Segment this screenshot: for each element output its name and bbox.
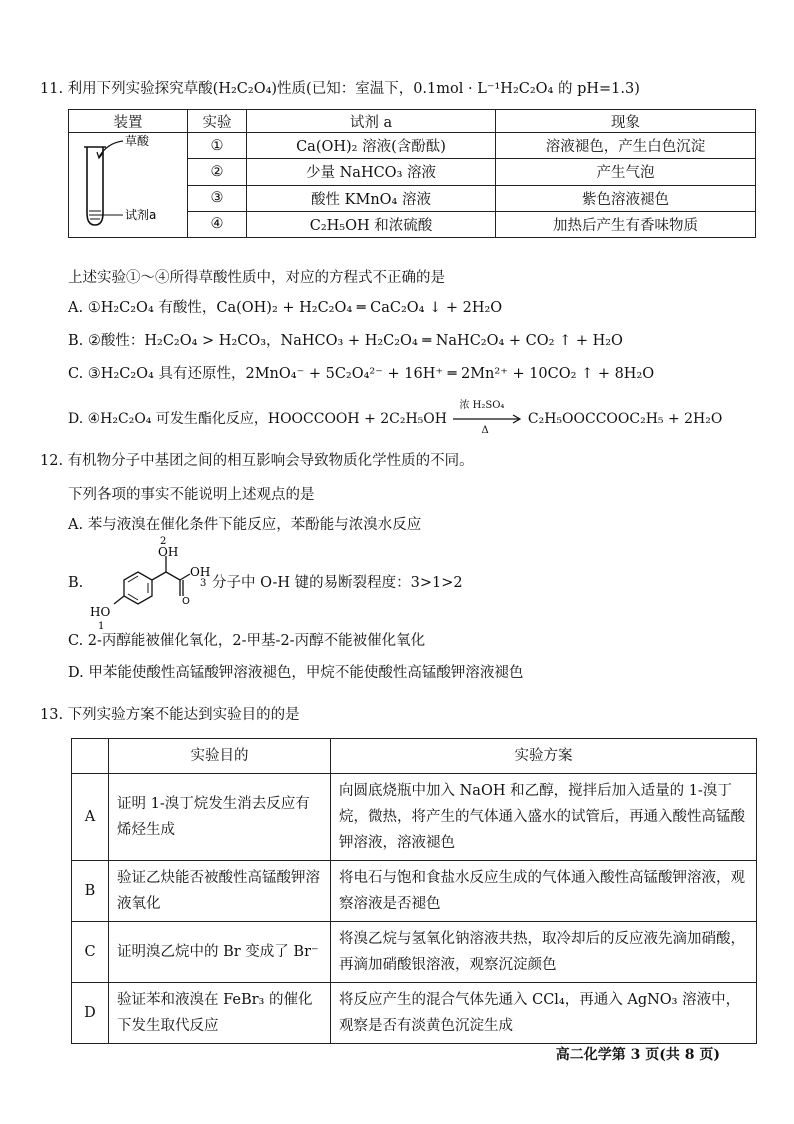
label-reagent-a: 试剂a [125, 208, 157, 222]
test-tube-diagram [73, 133, 183, 233]
table-row [72, 774, 757, 861]
q13-stem: 13. 下列实验方案不能达到实验目的的是 [40, 707, 300, 723]
ho-left-label: HO [90, 605, 111, 619]
mandelic-acid-structure [88, 534, 218, 634]
q12-option-d: D. 甲苯能使酸性高锰酸钾溶液褪色，甲烷不能使酸性高锰酸钾溶液褪色 [68, 665, 524, 681]
oh-right-number: 3 [200, 578, 207, 589]
q11-option-b: B. ②酸性：H₂C₂O₄ > H₂CO₃，NaHCO₃ + H₂C₂O₄ ═ NaHC₂O₄ + CO₂ ↑ + H₂O [68, 333, 623, 349]
q12-option-b-label: B. [68, 575, 84, 591]
oh-right-label: OH [190, 565, 211, 579]
q12-question: 下列各项的事实不能说明上述观点的是 [68, 487, 315, 503]
q11-option-c: C. ③H₂C₂O₄ 具有还原性，2MnO₄⁻ + 5C₂O₄²⁻ + 16H⁺ ═ 2Mn²⁺ + 10CO₂ ↑ + 8H₂O [68, 366, 655, 382]
table-row [72, 861, 757, 922]
phenomenon: 溶液褪色，产生白色沉淀 [496, 133, 756, 159]
q12-stem: 12. 有机物分子中基团之间的相互影响会导致物质化学性质的不同。 [40, 453, 474, 469]
table-row [72, 922, 757, 983]
q12-option-c: C. 2-丙醇能被催化氧化，2-甲基-2-丙醇不能被催化氧化 [68, 633, 426, 649]
purpose: 证明溴乙烷中的 Br 变成了 Br⁻ [109, 922, 331, 983]
purpose: 验证苯和液溴在 FeBr₃ 的催化下发生取代反应 [109, 983, 331, 1044]
row-label: D [72, 983, 109, 1044]
reaction-arrow [451, 400, 523, 436]
table-header-row [69, 110, 756, 133]
table-row [72, 983, 757, 1044]
row-label: A [72, 774, 109, 861]
q11-option-d [68, 400, 778, 436]
page-footer: 高二化学第 3 页(共 8 页) [555, 1047, 720, 1063]
table-row [69, 133, 756, 159]
plan: 向圆底烧瓶中加入 NaOH 和乙醇，搅拌后加入适量的 1-溴丁烷，微热，将产生的气体通入盛水的试管后，再通入酸性高锰酸钾溶液，溶液褪色 [331, 774, 757, 861]
phenomenon: 紫色溶液褪色 [496, 185, 756, 211]
arrow-condition-top: 浓 H₂SO₄ [459, 400, 505, 411]
svg-text:O: O [182, 596, 190, 607]
row-label: C [72, 922, 109, 983]
apparatus-cell [69, 133, 188, 238]
arrow-condition-bottom: Δ [481, 425, 489, 436]
reagent: 酸性 KMnO₄ 溶液 [247, 185, 496, 211]
q11-table [68, 109, 756, 238]
plan: 将溴乙烷与氢氧化钠溶液共热，取冷却后的反应液先滴加硝酸，再滴加硝酸银溶液，观察沉淀颜色 [331, 922, 757, 983]
col-phenomenon: 现象 [496, 110, 756, 133]
reagent: C₂H₅OH 和浓硫酸 [247, 211, 496, 237]
q11-option-a: A. ①H₂C₂O₄ 有酸性，Ca(OH)₂ + H₂C₂O₄ ═ CaC₂O₄ ↓ + 2H₂O [68, 300, 503, 316]
option-d-right: C₂H₅OOCCOOC₂H₅ + 2H₂O [527, 411, 723, 427]
label-oxalic: 草酸 [125, 134, 150, 148]
table-header-row [72, 739, 757, 774]
q12-option-a: A. 苯与液溴在催化条件下能反应，苯酚能与浓溴水反应 [68, 517, 422, 533]
q11-question: 上述实验①～④所得草酸性质中，对应的方程式不正确的是 [68, 270, 445, 286]
q12-option-b-text: 分子中 O-H 键的易断裂程度：3>1>2 [212, 575, 463, 591]
col-apparatus: 装置 [69, 110, 188, 133]
exp-num: ① [188, 133, 247, 159]
exp-num: ③ [188, 185, 247, 211]
plan: 将反应产生的混合气体先通入 CCl₄，再通入 AgNO₃ 溶液中，观察是否有淡黄色沉淀生成 [331, 983, 757, 1044]
exp-num: ② [188, 159, 247, 185]
purpose: 验证乙炔能否被酸性高锰酸钾溶液氧化 [109, 861, 331, 922]
plan: 将电石与饱和食盐水反应生成的气体通入酸性高锰酸钾溶液，观察溶液是否褪色 [331, 861, 757, 922]
phenomenon: 产生气泡 [496, 159, 756, 185]
col-reagent: 试剂 a [247, 110, 496, 133]
exp-num: ④ [188, 211, 247, 237]
purpose: 证明 1-溴丁烷发生消去反应有烯烃生成 [109, 774, 331, 861]
col-experiment: 实验 [188, 110, 247, 133]
oh-top-label: OH [158, 545, 179, 559]
phenomenon: 加热后产生有香味物质 [496, 211, 756, 237]
row-label: B [72, 861, 109, 922]
ho-left-number: 1 [98, 621, 105, 632]
col-plan: 实验方案 [331, 739, 757, 774]
col-purpose: 实验目的 [109, 739, 331, 774]
option-d-left: D. ④H₂C₂O₄ 可发生酯化反应，HOOCCOOH + 2C₂H₅OH [68, 411, 447, 427]
oh-top-number: 2 [160, 536, 167, 547]
reagent: Ca(OH)₂ 溶液(含酚酞) [247, 133, 496, 159]
q11-stem: 11. 利用下列实验探究草酸(H₂C₂O₄)性质(已知：室温下，0.1mol · L⁻¹H₂C₂O₄ 的 pH=1.3) [40, 81, 640, 97]
reagent: 少量 NaHCO₃ 溶液 [247, 159, 496, 185]
q13-table [71, 738, 757, 1044]
